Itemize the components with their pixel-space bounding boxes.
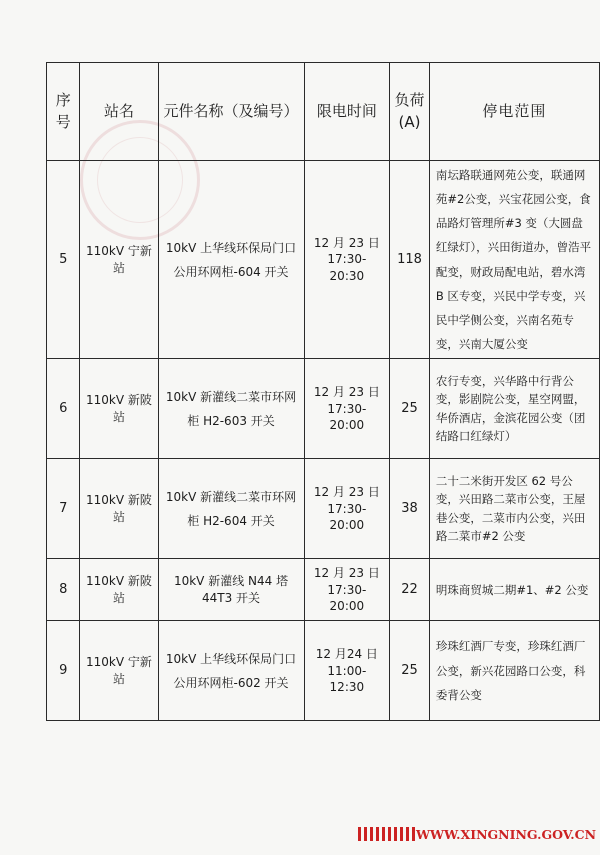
outage-table bbox=[46, 62, 600, 721]
decorative-bars bbox=[358, 827, 415, 841]
website-url[interactable]: WWW.XINGNING.GOV.CN bbox=[416, 827, 597, 842]
header-row bbox=[47, 63, 600, 161]
row-load: 118 bbox=[390, 161, 430, 359]
row-time: 12 月 23 日 17:30- 20:30 bbox=[304, 161, 390, 359]
row-scope: 农行专变，兴华路中行背公变，影剧院公变，星空网盟，华侨酒店，金滨花园公变（团结路口红绿灯） bbox=[429, 359, 599, 459]
row-index: 6 bbox=[47, 359, 80, 459]
table-row bbox=[47, 359, 600, 459]
row-station: 110kV 宁新站 bbox=[80, 621, 158, 721]
row-station: 110kV 新陂站 bbox=[80, 459, 158, 559]
header-station: 站名 bbox=[80, 63, 158, 161]
row-component: 10kV 新灌线二菜市环网柜 H2-604 开关 bbox=[158, 459, 304, 559]
row-index: 8 bbox=[47, 559, 80, 621]
row-station: 110kV 宁新站 bbox=[80, 161, 158, 359]
row-scope: 二十二米街开发区 62 号公变，兴田路二菜市公变，王屋巷公变，二菜市内公变，兴田路二菜市#2 公变 bbox=[429, 459, 599, 559]
row-time: 12 月 23 日 17:30- 20:00 bbox=[304, 359, 390, 459]
row-scope: 珍珠红酒厂专变，珍珠红酒厂公变，新兴花园路口公变，科委背公变 bbox=[429, 621, 599, 721]
row-station: 110kV 新陂站 bbox=[80, 359, 158, 459]
row-index: 9 bbox=[47, 621, 80, 721]
table-row bbox=[47, 621, 600, 721]
row-component: 10kV 上华线环保局门口公用环网柜-602 开关 bbox=[158, 621, 304, 721]
row-index: 7 bbox=[47, 459, 80, 559]
row-component: 10kV 新灌线二菜市环网柜 H2-603 开关 bbox=[158, 359, 304, 459]
row-time: 12 月 23 日 17:30- 20:00 bbox=[304, 559, 390, 621]
row-load: 22 bbox=[390, 559, 430, 621]
header-component: 元件名称（及编号） bbox=[158, 63, 304, 161]
row-time: 12 月 23 日 17:30- 20:00 bbox=[304, 459, 390, 559]
row-time: 12 月24 日 11:00- 12:30 bbox=[304, 621, 390, 721]
row-load: 25 bbox=[390, 359, 430, 459]
row-index: 5 bbox=[47, 161, 80, 359]
row-load: 25 bbox=[390, 621, 430, 721]
header-load: 负荷(A) bbox=[390, 63, 430, 161]
row-station: 110kV 新陂站 bbox=[80, 559, 158, 621]
header-scope: 停电范围 bbox=[429, 63, 599, 161]
row-component: 10kV 上华线环保局门口公用环网柜-604 开关 bbox=[158, 161, 304, 359]
row-scope: 南坛路联通网苑公变，联通网苑#2公变，兴宝花园公变，食品路灯管理所#3 变（大圆盘红绿灯），兴田街道办，曾浩平配变，财政局配电站，碧水湾 B 区专变，兴民中学专变，兴民中学侧公变，兴南名苑专变，兴南大厦公变 bbox=[429, 161, 599, 359]
row-load: 38 bbox=[390, 459, 430, 559]
header-index: 序号 bbox=[47, 63, 80, 161]
website-footer bbox=[358, 817, 597, 845]
table-row bbox=[47, 459, 600, 559]
table-row bbox=[47, 161, 600, 359]
header-time: 限电时间 bbox=[304, 63, 390, 161]
row-component: 10kV 新灌线 N44 塔 44T3 开关 bbox=[158, 559, 304, 621]
table-row bbox=[47, 559, 600, 621]
row-scope: 明珠商贸城二期#1、#2 公变 bbox=[429, 559, 599, 621]
